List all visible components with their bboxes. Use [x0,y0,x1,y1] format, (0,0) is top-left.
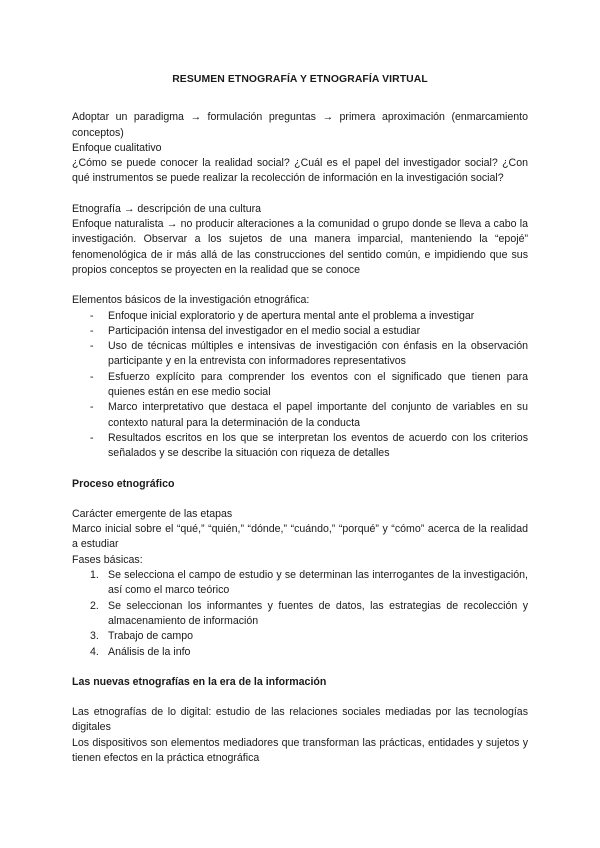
digital-paragraph: Las etnografías de lo digital: estudio de las relaciones sociales mediadas por las tecnologías digitales [72,706,528,734]
list-item [72,568,528,599]
devices-paragraph: Los dispositivos son elementos mediadores que transforman las prácticas, entidades y sujetos y tienen efectos en la práctica etnográfica [72,736,528,764]
phase-number: 2. [90,599,99,612]
emergent-line: Carácter emergente de las etapas [72,507,233,520]
phase-number: 3. [90,630,99,643]
list-item: - Marco interpretativo que destaca el papel importante del conjunto de variables en su contexto natural para la determinación de la conducta [72,400,528,431]
phase-number: 1. [90,569,99,582]
ethnography-definition: Etnografía → descripción de una cultura [72,202,262,215]
elements-list [72,309,528,462]
phase-text: Análisis de la info [108,645,191,658]
frame-paragraph: Marco inicial sobre el “qué,” “quién,” “dónde,” “cuándo,” “porqué” y “cómo” acerca de la realidad a estudiar [72,523,528,551]
phase-text: Trabajo de campo [108,630,193,643]
approach-line: Enfoque cualitativo [72,141,162,154]
document-title: RESUMEN ETNOGRAFÍA Y ETNOGRAFÍA VIRTUAL [172,74,428,85]
process-heading: Proceso etnográfico [72,477,175,490]
list-item [72,599,528,630]
list-item: - Enfoque inicial exploratorio y de apertura mental ante el problema a investigar [72,309,528,324]
phase-text: Se seleccionan los informantes y fuentes de datos, las estrategias de recolección y almacenamiento de información [108,599,528,627]
list-item: - Resultados escritos en los que se interpretan los eventos de acuerdo con los criterios señalados y se describe la situación con riqueza de detalles [72,431,528,462]
phase-text: Se selecciona el campo de estudio y se determinan las interrogantes de la investigación, así como el marco teórico [108,569,528,597]
paradigm-line: Adoptar un paradigma → formulación preguntas → primera aproximación (enmarcamiento conceptos) [72,111,528,139]
naturalist-paragraph: Enfoque naturalista → no producir alteraciones a la comunidad o grupo donde se lleva a cabo la investigación. Observar a los sujetos de una manera imparcial, manteniendo la “epojé” fenomenológica de ir más allá de las construcciones del sentido común, e impidiendo que sus propios conceptos se proyecten en la realidad que se conoce [72,218,528,276]
elements-label: Elementos básicos de la investigación etnográfica: [72,294,310,307]
list-item [72,629,528,644]
phases-label: Fases básicas: [72,553,143,566]
new-ethnographies-heading: Las nuevas etnografías en la era de la información [72,675,327,688]
phases-list [72,568,528,660]
phase-number: 4. [90,645,99,658]
list-item [72,645,528,660]
list-item: - Uso de técnicas múltiples e intensivas de investigación con énfasis en la observación participante y en la entrevista con informadores representativos [72,339,528,370]
questions-paragraph: ¿Cómo se puede conocer la realidad social? ¿Cuál es el papel del investigador social? ¿Con qué instrumentos se puede realizar la recolección de información en la investigación social? [72,157,528,185]
list-item: - Esfuerzo explícito para comprender los eventos con el significado que tienen para quienes están en ese medio social [72,370,528,401]
document-page [72,72,528,766]
list-item: - Participación intensa del investigador en el medio social a estudiar [72,324,528,339]
